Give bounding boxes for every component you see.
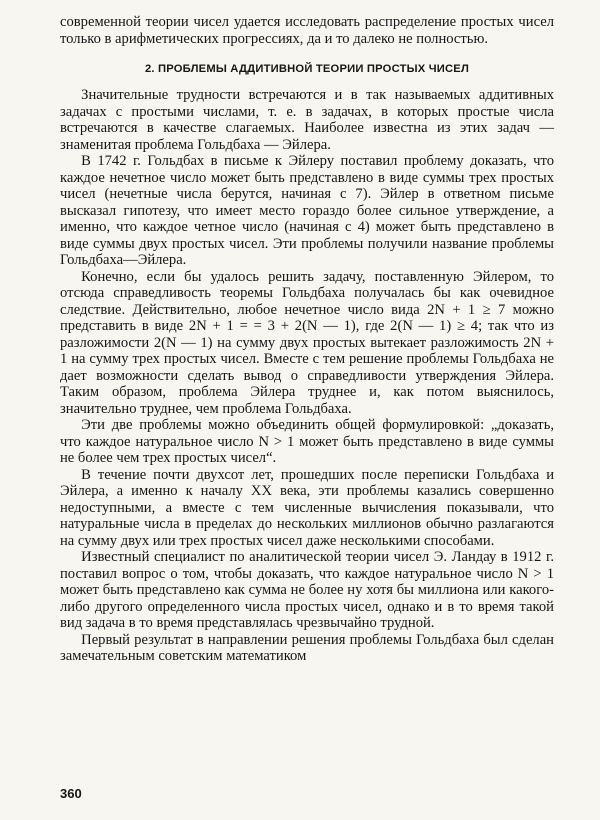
paragraph-goldbach-letter: В 1742 г. Гольдбах в письме к Эйлеру поставил проблему доказать, что каждое нечетное число может быть представлено в виде суммы трех простых чисел (нечетные числа берутся, начиная с 7). Эйлер в ответном письме высказал гипотезу, что имеет место гораздо более сильное утверждение, а именно, что каждое четное число (начиная с 4) может быть представлено в виде суммы двух простых чисел. Эти проблемы получили название проблемы Гольдбаха—Эйлера.	[60, 153, 554, 268]
paragraph-euler-vs-goldbach: Конечно, если бы удалось решить задачу, поставленную Эйлером, то отсюда справедливость теоремы Гольдбаха получалась бы как очевидное следствие. Действительно, любое нечетное число вида 2N + 1 ≥ 7 можно представить в виде 2N + 1 = = 3 + 2(N — 1), где 2(N — 1) ≥ 4; так что из разложимости 2(N — 1) на сумму двух простых вытекает разложимость 2N + 1 на сумму трех простых чисел. Вместе с тем решение проблемы Гольдбаха не дает возможности сделать вывод о справедливости утверждения Эйлера. Таким образом, проблема Эйлера труднее и, как потом выяснилось, значительно труднее, чем проблема Гольдбаха.	[60, 268, 554, 417]
paragraph-two-centuries: В течение почти двухсот лет, прошедших после переписки Гольдбаха и Эйлера, а именно к началу XX века, эти проблемы казались совершенно недоступными, а вместе с тем численные вычисления показывали, что натуральные числа в пределах до нескольких миллионов обычно разлагаются на сумму двух или трех простых чисел даже несколькими способами.	[60, 466, 554, 549]
section-heading: 2. ПРОБЛЕМЫ АДДИТИВНОЙ ТЕОРИИ ПРОСТЫХ ЧИСЕЛ	[144, 63, 470, 75]
intro-paragraph: современной теории чисел удается исследовать распределение простых чисел только в арифметических прогрессиях, да и то далеко не полностью.	[60, 14, 554, 47]
paragraph-additive-problems: Значительные трудности встречаются и в так называемых аддитивных задачах с простыми числами, т. е. в задачах, в которых простые числа встречаются в качестве слагаемых. Наиболее известна из этих задач — знаменитая проблема Гольдбаха — Эйлера.	[60, 87, 554, 153]
paragraph-first-result: Первый результат в направлении решения проблемы Гольдбаха был сделан замечательным советским математиком	[60, 631, 554, 664]
page-number: 360	[60, 786, 82, 801]
paragraph-general-formulation: Эти две проблемы можно объединить общей формулировкой: „доказать, что каждое натуральное число N > 1 может быть представлено в виде суммы не более чем трех простых чисел“.	[60, 417, 554, 466]
paragraph-landau: Известный специалист по аналитической теории чисел Э. Ландау в 1912 г. поставил вопрос о том, чтобы доказать, что каждое натуральное число N > 1 может быть представлено как сумма не более ну хотя бы миллиона или какого-либо другого определенного числа простых чисел, однако и в то время такой вид задача в то время представлялась чрезвычайно трудной.	[60, 549, 554, 631]
